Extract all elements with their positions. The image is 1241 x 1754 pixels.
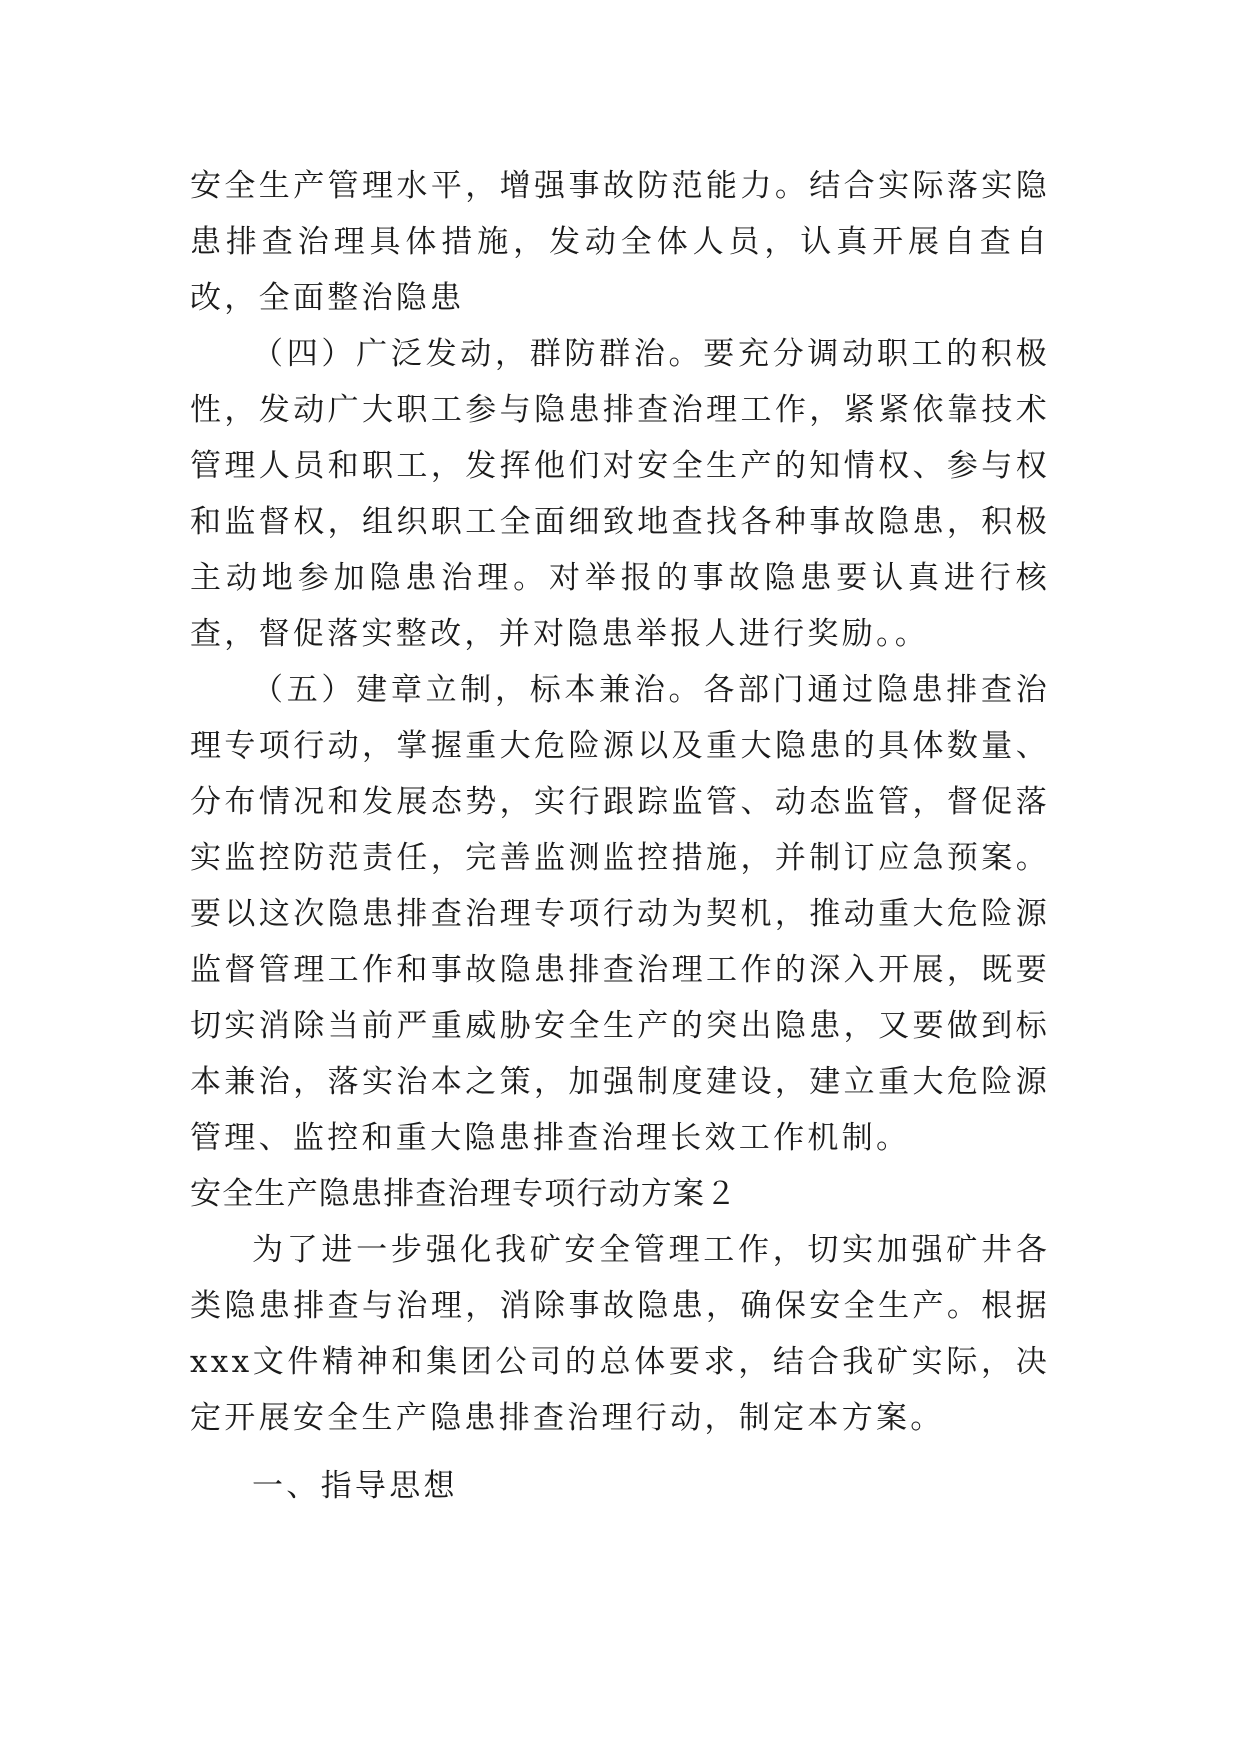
paragraph-continuation: 安全生产管理水平，增强事故防范能力。结合实际落实隐患排查治理具体措施，发动全体人员，认真开展自查自改，全面整治隐患 — [190, 168, 1050, 316]
section-heading-guiding-thought: 一、指导思想 — [252, 1468, 458, 1504]
paragraph-intro: 为了进一步强化我矿安全管理工作，切实加强矿井各类隐患排查与治理，消除事故隐患，确保安全生产。根据xxx文件精神和集团公司的总体要求，结合我矿实际，决定开展安全生产隐患排查治理行动，制定本方案。 — [190, 1232, 1050, 1436]
document-body — [190, 158, 1050, 1514]
paragraph-item-four: （四）广泛发动，群防群治。要充分调动职工的积极性，发动广大职工参与隐患排查治理工作，紧紧依靠技术管理人员和职工，发挥他们对安全生产的知情权、参与权和监督权，组织职工全面细致地查找各种事故隐患，积极主动地参加隐患治理。对举报的事故隐患要认真进行核查，督促落实整改，并对隐患举报人进行奖励。。 — [190, 336, 1050, 652]
paragraph-item-five: （五）建章立制，标本兼治。各部门通过隐患排查治理专项行动，掌握重大危险源以及重大隐患的具体数量、分布情况和发展态势，实行跟踪监管、动态监管，督促落实监控防范责任，完善监测监控措施，并制订应急预案。要以这次隐患排查治理专项行动为契机，推动重大危险源监督管理工作和事故隐患排查治理工作的深入开展，既要切实消除当前严重威胁安全生产的突出隐患，又要做到标本兼治，落实治本之策，加强制度建设，建立重大危险源管理、监控和重大隐患排查治理长效工作机制。 — [190, 672, 1050, 1156]
document-title-2: 安全生产隐患排查治理专项行动方案２ — [190, 1176, 738, 1212]
